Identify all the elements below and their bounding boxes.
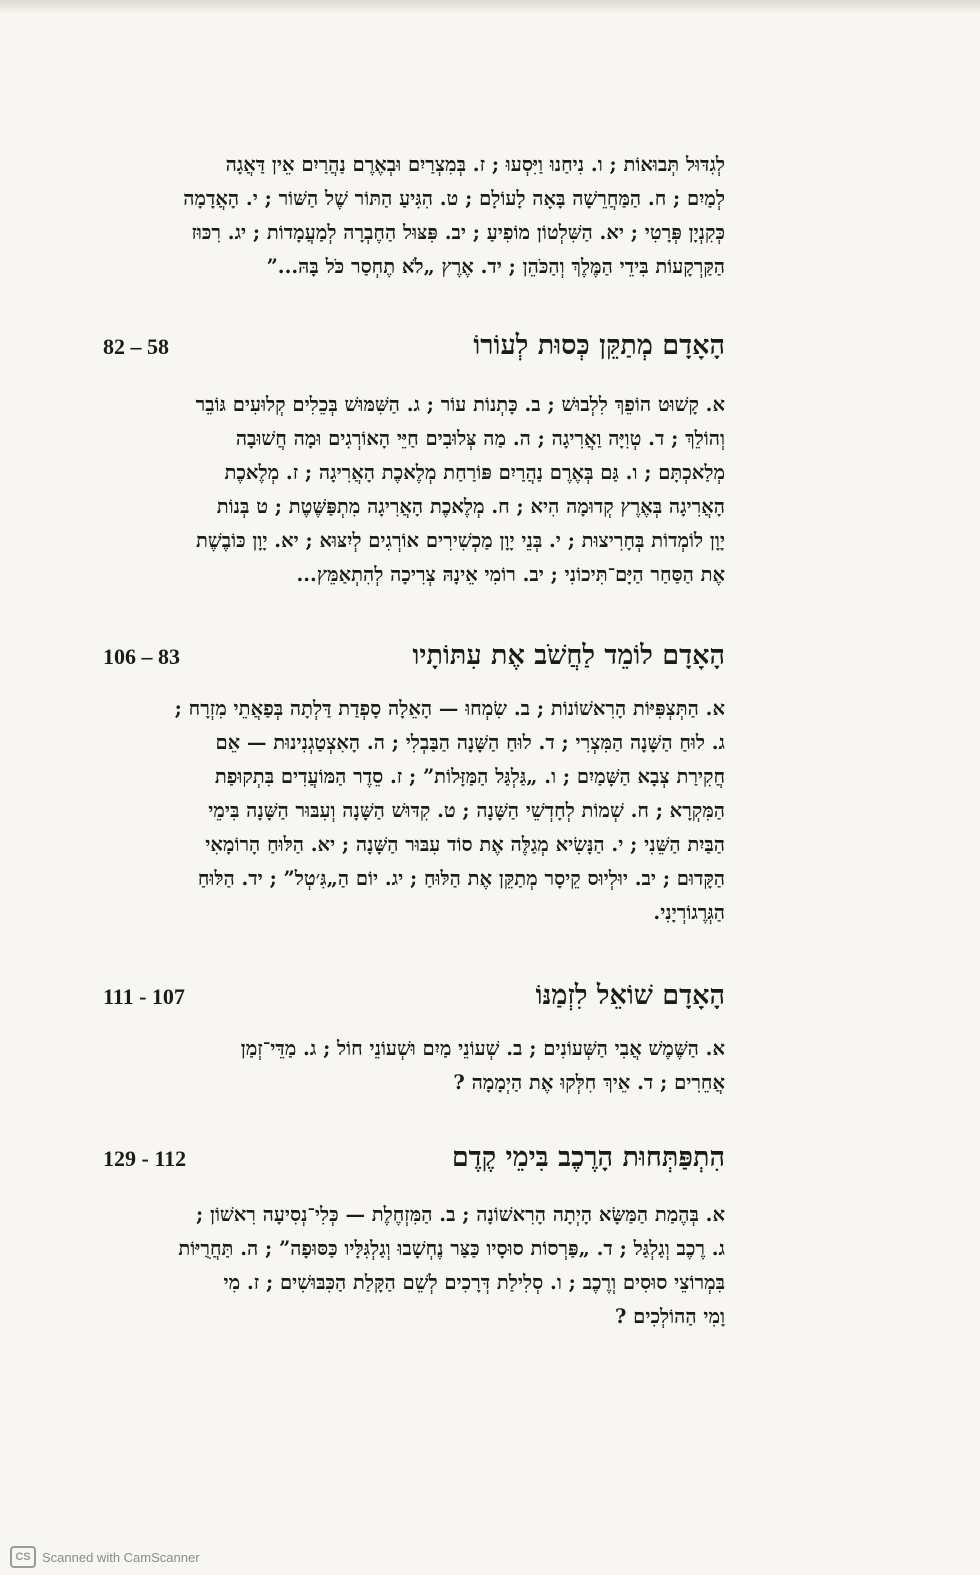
text-line: אֲחֵרִים ; ד. אֵיךְ חִלְּקוּ אֶת הַיְמָמָה ? [453, 1071, 725, 1094]
section-body [95, 1032, 725, 1100]
text-line: יָוָן לוֹמְדוֹת בְּחָרִיצוּת ; י. בְּנֵי יָוָן מַכְשִׁירִים אוֹרְגִים לְיִצּוּא ; יא. יָוָן כּוֹבֶשֶׁת [196, 529, 725, 552]
section-heading [95, 1142, 725, 1186]
text-line: א. בְּהֶמַת הַמַּשָּׂא הָיְתָה הָרִאשׁוֹנָה ; ב. הַמִּזְחֶלֶת — כְּלִי־נְסִיעָה רִאשׁוֹן ; [195, 1203, 725, 1226]
section-body [95, 1198, 725, 1334]
text-line: כְּקִנְיָן פְּרָטִי ; יא. הַשִּׁלְטוֹן מוֹפִיעַ ; יב. פִּצּוּל הַחֶבְרָה לְמַעֲמָדוֹת ; יג. רִכּוּז [191, 221, 725, 244]
section-title: הָאָדָם שׁוֹאֵל לִזְמַנּוֹ [535, 980, 725, 1011]
section-heading [95, 330, 725, 374]
section-continuation [95, 148, 725, 284]
section-vehicles [95, 1142, 725, 1334]
section-clocks [95, 980, 725, 1100]
text-line: לְמַיִם ; ח. הַמַּחֲרֵשָׁה בָּאָה לָעוֹלָם ; ט. הִגִּיעַ הַתּוֹר שֶׁל הַשּׁוֹר ; י. הָאֲדָמָה [183, 187, 725, 210]
text-line: הָאֲרִיגָה בְּאֶרֶץ קְדוּמָה הִיא ; ח. מְלֶאכֶת הָאֲרִיגָה מִתְפַּשֶּׁטֶת ; ט בְּנוֹת [216, 495, 725, 518]
text-line: וָמִי הַהוֹלְכִים ? [614, 1305, 725, 1328]
scan-edge [0, 0, 980, 14]
page-range: 82 – 58 [103, 334, 169, 359]
section-clothing [95, 330, 725, 592]
section-heading [95, 640, 725, 684]
page-range: 111 - 107 [103, 984, 185, 1009]
text-line: מְלַאכְתָּם ; ו. גַּם בְּאֶרֶם נַהֲרַיִם פּוֹרַחַת מְלֶאכֶת הָאֲרִיגָה ; ז. מְלֶאכֶת [224, 461, 725, 484]
text-line: הַקַּרְקָעוֹת בִּידֵי הַמֶּלֶךְ וְהַכֹּהֵן ; יד. אֶרֶץ „לֹא תֶחְסַר כֹּל בָּהּ...” [266, 255, 725, 278]
text-line: א. הַתְּצְפִּיּוֹת הָרִאשׁוֹנוֹת ; ב. שִׂמְחוּ — הָאֵלָה סָפְדַת דַּלְתָה בְּפַאֲתֵי מִזְרָח ; [174, 697, 725, 720]
text-line: ג. רֶכֶב וְגַלְגַּל ; ד. „פַּרְסוֹת סוּסָיו כַּצַּר נֶחְשָׁבוּ וְגַלְגִּלָּיו כַּסּוּפָה” ; ה. תַּחֲרֻיּוֹת [178, 1237, 725, 1260]
text-line: הַקָּדוּם ; יב. יוּלְיוּס קֵיסָר מְתַקֵּן אֶת הַלּוּחַ ; יג. יוֹם הַ„גִּ׳טְל” ; יד. הַלּוּחַ [197, 867, 725, 890]
text-line: ג. לוּחַ הַשָּׁנָה הַמִּצְרִי ; ד. לוּחַ הַשָּׁנָה הַבַּבְלִי ; ה. הָאִצְטַגְנִינוּת — אֵם [215, 731, 725, 754]
page-range: 129 - 112 [103, 1146, 187, 1171]
watermark-text: Scanned with CamScanner [42, 1549, 200, 1565]
section-title: הָאָדָם לוֹמֵד לַחֲשֹׁב אֶת עִתּוֹתָיו [412, 640, 725, 671]
page-range: 106 – 83 [103, 644, 180, 669]
text-line: א. קָשׁוּט הוֹפֵךְ לִלְבוּשׁ ; ב. כָּתְנוֹת עוֹר ; ג. הַשִּׁמּוּשׁ בְּכֵלִים קְלוּעִים גּוֹבֵר [195, 393, 725, 416]
text-line: א. הַשֶּׁמֶשׁ אֲבִי הַשְּׁעוֹנִים ; ב. שְׁעוֹנֵי מַיִם וּשְׁעוֹנֵי חוֹל ; ג. מַדֵּי־זְמַן [240, 1037, 725, 1060]
text-line: הַבַּיִת הַשֵּׁנִי ; י. הַנָּשִׂיא מְגַלֶּה אֶת סוֹד עִבּוּר הַשָּׁנָה ; יא. הַלּוּחַ הָרוֹמָאִי [205, 833, 725, 856]
section-title: הָאָדָם מְתַקֵּן כְּסוּת לְעוֹרוֹ [473, 330, 725, 361]
text-line: חֲקִירַת צְבָא הַשָּׁמַיִם ; ו. „גַּלְגַּל הַמַּזָּלוֹת” ; ז. סֵדֶר הַמּוֹעֲדִים בִּתְקוּפַת [214, 765, 725, 788]
section-body [95, 148, 725, 284]
camscanner-logo-icon: CS [10, 1546, 36, 1568]
text-line: וְהוֹלֵךְ ; ד. טְוִיָּה וַאֲרִיגָה ; ה. מַה צְּלוּבִים חַיֵּי הָאוֹרְגִים וּמָה חֲשׁוּבָה [235, 427, 725, 450]
text-line: בִּמְרוֹצֵי סוּסִים וְרֶכֶב ; ו. סְלִילַת דְּרָכִים לְשֵׁם הַקָּלַת הַכִּבּוּשִׁים ; ז. מִי [223, 1271, 725, 1294]
text-line: לְגִדּוּל תְּבוּאוֹת ; ו. נִיחַנוּ וַיִּסְעוּ ; ז. בְּמִצְרַיִם וּבְאֶרֶם נַהֲרַיִם אֵין דַּאֲגָה [225, 153, 725, 176]
section-body [95, 692, 725, 930]
section-title: הִתְפַּתְּחוּת הָרֶכֶב בִּימֵי קֶדֶם [451, 1142, 725, 1173]
section-heading [95, 980, 725, 1024]
section-body [95, 388, 725, 592]
camscanner-watermark [10, 1546, 200, 1568]
section-calendar [95, 640, 725, 930]
text-line: אֶת הַסַּחַר הַיָּם־תִּיכוֹנִי ; יב. רוֹמִי אֵינָהּ צְרִיכָה לְהִתְאַמֵּץ... [296, 563, 725, 586]
text-line: הַמִּקְרָא ; ח. שְׁמוֹת לְחָדְשֵׁי הַשָּׁנָה ; ט. קִדּוּשׁ הַשָּׁנָה וְעִבּוּר הַשָּׁנָה בִּימֵי [208, 799, 725, 822]
text-line: הַגְּרֶגוֹרְיָנִי. [653, 901, 725, 924]
